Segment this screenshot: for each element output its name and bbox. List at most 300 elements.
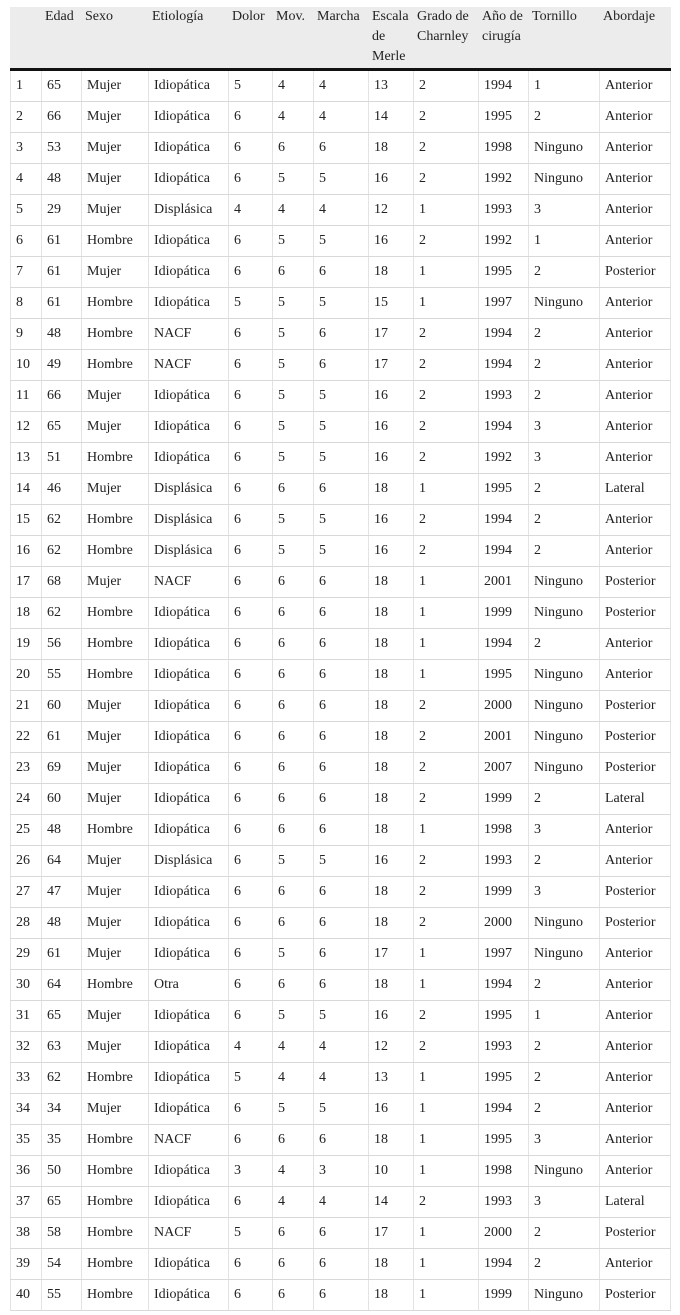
table-cell: 4	[314, 1032, 369, 1063]
table-cell: 6	[229, 1094, 273, 1125]
table-cell: 5	[314, 1001, 369, 1032]
table-cell: 6	[273, 908, 314, 939]
table-cell: Idiopática	[149, 133, 229, 164]
table-cell: 6	[229, 877, 273, 908]
table-cell: 61	[42, 288, 82, 319]
table-cell: Anterior	[600, 164, 671, 195]
table-cell: 60	[42, 691, 82, 722]
table-cell: Idiopática	[149, 288, 229, 319]
table-cell: 6	[273, 629, 314, 660]
table-row	[11, 722, 671, 753]
table-cell: Mujer	[82, 164, 149, 195]
table-cell: 6	[273, 691, 314, 722]
table-cell: 10	[369, 1156, 414, 1187]
table-row	[11, 567, 671, 598]
table-cell: 58	[42, 1218, 82, 1249]
table-cell: 6	[229, 443, 273, 474]
table-cell: 35	[11, 1125, 42, 1156]
table-cell: Idiopática	[149, 102, 229, 133]
table-cell: 5	[314, 288, 369, 319]
table-cell: 4	[314, 1187, 369, 1218]
table-row	[11, 443, 671, 474]
column-header: Escala de Merle	[369, 7, 414, 70]
table-body	[11, 70, 671, 1311]
table-cell: Hombre	[82, 660, 149, 691]
table-cell: 37	[11, 1187, 42, 1218]
table-row	[11, 474, 671, 505]
table-cell: Ninguno	[529, 908, 600, 939]
table-cell: 2	[414, 226, 479, 257]
table-cell: Ninguno	[529, 1156, 600, 1187]
table-cell: 1	[414, 660, 479, 691]
table-cell: 1994	[479, 536, 529, 567]
table-cell: 2	[414, 350, 479, 381]
table-row	[11, 164, 671, 195]
table-cell: 1	[414, 567, 479, 598]
table-cell: 6	[229, 257, 273, 288]
table-cell: 3	[229, 1156, 273, 1187]
table-cell: 1995	[479, 1001, 529, 1032]
table-row	[11, 598, 671, 629]
table-cell: 18	[369, 877, 414, 908]
table-cell: 39	[11, 1249, 42, 1280]
table-cell: Mujer	[82, 877, 149, 908]
table-cell: 6	[314, 629, 369, 660]
table-cell: 13	[11, 443, 42, 474]
table-cell: 63	[42, 1032, 82, 1063]
table-cell: 6	[314, 319, 369, 350]
table-cell: 16	[369, 846, 414, 877]
table-cell: Anterior	[600, 1001, 671, 1032]
table-row	[11, 350, 671, 381]
table-cell: 4	[273, 1187, 314, 1218]
table-cell: Idiopática	[149, 226, 229, 257]
table-cell: Hombre	[82, 288, 149, 319]
table-cell: 6	[314, 691, 369, 722]
table-cell: Mujer	[82, 257, 149, 288]
table-cell: 4	[314, 70, 369, 102]
table-cell: Mujer	[82, 195, 149, 226]
table-cell: 6	[273, 815, 314, 846]
column-header: Abordaje	[600, 7, 671, 70]
table-row	[11, 133, 671, 164]
table-cell: NACF	[149, 350, 229, 381]
table-cell: 13	[369, 70, 414, 102]
table-cell: Lateral	[600, 474, 671, 505]
table-cell: 5	[273, 505, 314, 536]
table-cell: 2	[529, 102, 600, 133]
table-row	[11, 1187, 671, 1218]
table-cell: Idiopática	[149, 1094, 229, 1125]
table-cell: 6	[11, 226, 42, 257]
table-cell: Posterior	[600, 1280, 671, 1311]
table-cell: Displásica	[149, 195, 229, 226]
table-cell: 25	[11, 815, 42, 846]
table-cell: Mujer	[82, 102, 149, 133]
table-cell: 5	[314, 505, 369, 536]
table-cell: Idiopática	[149, 784, 229, 815]
table-row	[11, 660, 671, 691]
table-cell: 18	[369, 598, 414, 629]
table-cell: 17	[369, 1218, 414, 1249]
table-cell: Anterior	[600, 815, 671, 846]
table-cell: 4	[314, 1063, 369, 1094]
table-row	[11, 412, 671, 443]
table-row	[11, 970, 671, 1001]
table-cell: 5	[229, 288, 273, 319]
table-row	[11, 70, 671, 102]
table-cell: Posterior	[600, 257, 671, 288]
table-cell: 16	[11, 536, 42, 567]
table-cell: 2	[414, 908, 479, 939]
table-cell: Anterior	[600, 505, 671, 536]
table-cell: 16	[369, 536, 414, 567]
table-cell: 3	[529, 1187, 600, 1218]
table-cell: Displásica	[149, 505, 229, 536]
table-row	[11, 226, 671, 257]
table-cell: 6	[229, 319, 273, 350]
table-cell: 48	[42, 164, 82, 195]
table-cell: 5	[314, 846, 369, 877]
table-cell: 6	[229, 970, 273, 1001]
table-row	[11, 1063, 671, 1094]
table-cell: Posterior	[600, 722, 671, 753]
table-cell: 6	[229, 164, 273, 195]
table-cell: 30	[11, 970, 42, 1001]
table-cell: Posterior	[600, 691, 671, 722]
table-cell: 6	[273, 133, 314, 164]
table-cell: 4	[11, 164, 42, 195]
table-cell: Ninguno	[529, 691, 600, 722]
table-cell: 5	[273, 1094, 314, 1125]
table-cell: 26	[11, 846, 42, 877]
table-cell: Idiopática	[149, 412, 229, 443]
column-header: Tornillo	[529, 7, 600, 70]
table-cell: Hombre	[82, 629, 149, 660]
table-cell: 48	[42, 319, 82, 350]
table-cell: 12	[11, 412, 42, 443]
table-cell: 6	[314, 598, 369, 629]
table-cell: 1	[414, 598, 479, 629]
table-cell: 65	[42, 1187, 82, 1218]
table-cell: Idiopática	[149, 164, 229, 195]
table-cell: Anterior	[600, 660, 671, 691]
table-cell: 5	[11, 195, 42, 226]
table-row	[11, 1001, 671, 1032]
table-cell: Idiopática	[149, 722, 229, 753]
table-cell: 2	[529, 474, 600, 505]
table-cell: Hombre	[82, 536, 149, 567]
table-cell: 1999	[479, 1280, 529, 1311]
table-cell: 10	[11, 350, 42, 381]
table-cell: 5	[273, 350, 314, 381]
table-row	[11, 536, 671, 567]
table-cell: Anterior	[600, 1125, 671, 1156]
table-cell: 6	[273, 1218, 314, 1249]
table-cell: 1995	[479, 257, 529, 288]
table-cell: 18	[369, 815, 414, 846]
table-cell: 15	[369, 288, 414, 319]
table-cell: 2	[414, 722, 479, 753]
table-cell: 6	[229, 629, 273, 660]
table-cell: 14	[11, 474, 42, 505]
table-cell: NACF	[149, 1218, 229, 1249]
table-cell: 6	[273, 1125, 314, 1156]
column-header	[11, 7, 42, 70]
table-cell: Mujer	[82, 133, 149, 164]
table-cell: 2	[414, 877, 479, 908]
table-cell: Idiopática	[149, 908, 229, 939]
table-cell: 1	[414, 257, 479, 288]
table-cell: Anterior	[600, 350, 671, 381]
table-cell: 3	[529, 877, 600, 908]
table-cell: Anterior	[600, 319, 671, 350]
table-cell: 2000	[479, 1218, 529, 1249]
table-cell: 33	[11, 1063, 42, 1094]
table-cell: 18	[369, 722, 414, 753]
table-cell: 6	[229, 1249, 273, 1280]
table-cell: 5	[314, 164, 369, 195]
table-cell: 5	[273, 288, 314, 319]
table-cell: 18	[369, 474, 414, 505]
table-cell: 6	[229, 474, 273, 505]
table-cell: Mujer	[82, 1032, 149, 1063]
table-cell: Anterior	[600, 1032, 671, 1063]
table-row	[11, 753, 671, 784]
table-cell: 1	[529, 226, 600, 257]
table-cell: 1994	[479, 350, 529, 381]
table-cell: 14	[369, 1187, 414, 1218]
table-cell: NACF	[149, 319, 229, 350]
table-cell: Mujer	[82, 908, 149, 939]
table-cell: 69	[42, 753, 82, 784]
table-cell: 5	[314, 381, 369, 412]
table-cell: 2	[414, 784, 479, 815]
table-cell: 4	[273, 1032, 314, 1063]
table-cell: 1995	[479, 1125, 529, 1156]
column-header: Sexo	[82, 7, 149, 70]
table-cell: 62	[42, 598, 82, 629]
table-cell: 6	[273, 970, 314, 1001]
table-cell: 1994	[479, 70, 529, 102]
table-cell: 6	[229, 753, 273, 784]
table-cell: 6	[314, 474, 369, 505]
table-cell: 65	[42, 70, 82, 102]
table-cell: 5	[273, 846, 314, 877]
table-cell: 2	[529, 350, 600, 381]
table-cell: 2000	[479, 691, 529, 722]
table-cell: 3	[529, 815, 600, 846]
table-cell: 16	[369, 412, 414, 443]
table-cell: Hombre	[82, 970, 149, 1001]
table-cell: 2	[529, 1249, 600, 1280]
table-cell: 4	[273, 1156, 314, 1187]
table-cell: 1992	[479, 226, 529, 257]
table-cell: Mujer	[82, 722, 149, 753]
table-cell: Anterior	[600, 1094, 671, 1125]
table-cell: 17	[369, 350, 414, 381]
table-cell: 1	[414, 1218, 479, 1249]
table-cell: 6	[314, 567, 369, 598]
table-cell: Lateral	[600, 784, 671, 815]
table-row	[11, 1094, 671, 1125]
table-cell: Idiopática	[149, 877, 229, 908]
table-cell: 2	[414, 536, 479, 567]
table-cell: Anterior	[600, 226, 671, 257]
table-cell: 5	[273, 381, 314, 412]
table-cell: 2	[529, 970, 600, 1001]
table-cell: 18	[369, 691, 414, 722]
table-cell: 2	[529, 1063, 600, 1094]
table-cell: 34	[11, 1094, 42, 1125]
table-row	[11, 939, 671, 970]
table-cell: Hombre	[82, 319, 149, 350]
table-cell: Mujer	[82, 412, 149, 443]
table-cell: 62	[42, 505, 82, 536]
table-cell: 2	[414, 1032, 479, 1063]
table-cell: 68	[42, 567, 82, 598]
table-cell: 16	[369, 1001, 414, 1032]
table-cell: Mujer	[82, 784, 149, 815]
table-cell: 6	[314, 133, 369, 164]
table-cell: Posterior	[600, 753, 671, 784]
table-row	[11, 784, 671, 815]
table-cell: Idiopática	[149, 939, 229, 970]
table-cell: Anterior	[600, 846, 671, 877]
table-cell: 1997	[479, 288, 529, 319]
table-cell: 16	[369, 505, 414, 536]
table-cell: 29	[11, 939, 42, 970]
table-cell: 6	[229, 567, 273, 598]
table-cell: 28	[11, 908, 42, 939]
table-cell: 65	[42, 1001, 82, 1032]
table-cell: 65	[42, 412, 82, 443]
table-cell: 6	[314, 1218, 369, 1249]
table-cell: Anterior	[600, 536, 671, 567]
table-cell: 27	[11, 877, 42, 908]
table-cell: Ninguno	[529, 753, 600, 784]
table-cell: 13	[369, 1063, 414, 1094]
table-cell: 6	[229, 102, 273, 133]
header-row	[11, 7, 671, 70]
table-cell: 1998	[479, 133, 529, 164]
table-cell: 1994	[479, 1249, 529, 1280]
table-cell: 6	[229, 939, 273, 970]
table-cell: Hombre	[82, 505, 149, 536]
table-cell: Anterior	[600, 102, 671, 133]
table-cell: 18	[369, 1280, 414, 1311]
table-cell: 2	[529, 784, 600, 815]
table-cell: Displásica	[149, 474, 229, 505]
table-cell: 1	[414, 288, 479, 319]
table-cell: 6	[273, 1280, 314, 1311]
table-cell: Anterior	[600, 970, 671, 1001]
table-row	[11, 815, 671, 846]
table-cell: 2	[529, 381, 600, 412]
table-cell: 5	[314, 536, 369, 567]
table-cell: Idiopática	[149, 598, 229, 629]
table-cell: 2	[414, 70, 479, 102]
table-cell: 14	[369, 102, 414, 133]
table-cell: 1	[414, 1249, 479, 1280]
table-row	[11, 1249, 671, 1280]
table-cell: 18	[369, 257, 414, 288]
table-cell: Mujer	[82, 474, 149, 505]
table-cell: Anterior	[600, 133, 671, 164]
table-cell: 1994	[479, 970, 529, 1001]
table-row	[11, 1125, 671, 1156]
table-cell: Idiopática	[149, 381, 229, 412]
table-cell: 29	[42, 195, 82, 226]
table-cell: 6	[229, 1280, 273, 1311]
table-cell: 6	[314, 350, 369, 381]
table-cell: 6	[314, 815, 369, 846]
table-cell: 1994	[479, 629, 529, 660]
table-cell: 18	[369, 1125, 414, 1156]
table-row	[11, 691, 671, 722]
table-cell: 2	[529, 1218, 600, 1249]
table-cell: 40	[11, 1280, 42, 1311]
table-cell: 17	[11, 567, 42, 598]
table-cell: 2	[414, 102, 479, 133]
table-cell: 6	[229, 784, 273, 815]
table-cell: 5	[229, 1218, 273, 1249]
table-cell: Ninguno	[529, 567, 600, 598]
table-cell: 62	[42, 536, 82, 567]
table-cell: 5	[273, 939, 314, 970]
table-cell: 46	[42, 474, 82, 505]
table-cell: 16	[369, 443, 414, 474]
table-cell: 5	[273, 1001, 314, 1032]
table-cell: 6	[314, 970, 369, 1001]
column-header: Año de cirugía	[479, 7, 529, 70]
table-cell: Idiopática	[149, 815, 229, 846]
table-cell: Ninguno	[529, 133, 600, 164]
table-cell: 38	[11, 1218, 42, 1249]
table-cell: 18	[369, 908, 414, 939]
table-cell: 2	[529, 629, 600, 660]
table-cell: 16	[369, 226, 414, 257]
table-cell: 18	[369, 660, 414, 691]
table-cell: 2	[414, 505, 479, 536]
table-cell: 1	[414, 195, 479, 226]
table-cell: 32	[11, 1032, 42, 1063]
table-cell: 6	[273, 567, 314, 598]
table-cell: 18	[369, 1249, 414, 1280]
table-cell: 2001	[479, 722, 529, 753]
table-cell: 1	[414, 1094, 479, 1125]
table-header	[11, 7, 671, 70]
table-cell: 1	[414, 939, 479, 970]
table-cell: 6	[229, 381, 273, 412]
table-cell: 6	[229, 815, 273, 846]
table-cell: 4	[273, 195, 314, 226]
table-cell: Hombre	[82, 1280, 149, 1311]
table-cell: Mujer	[82, 567, 149, 598]
table-cell: 1	[414, 1063, 479, 1094]
table-cell: Posterior	[600, 598, 671, 629]
table-cell: Anterior	[600, 1249, 671, 1280]
table-cell: 5	[229, 70, 273, 102]
table-cell: 61	[42, 722, 82, 753]
table-cell: Idiopática	[149, 70, 229, 102]
table-row	[11, 846, 671, 877]
table-cell: Mujer	[82, 691, 149, 722]
table-cell: 66	[42, 381, 82, 412]
table-cell: 6	[229, 1187, 273, 1218]
table-cell: Anterior	[600, 412, 671, 443]
table-cell: 5	[273, 536, 314, 567]
